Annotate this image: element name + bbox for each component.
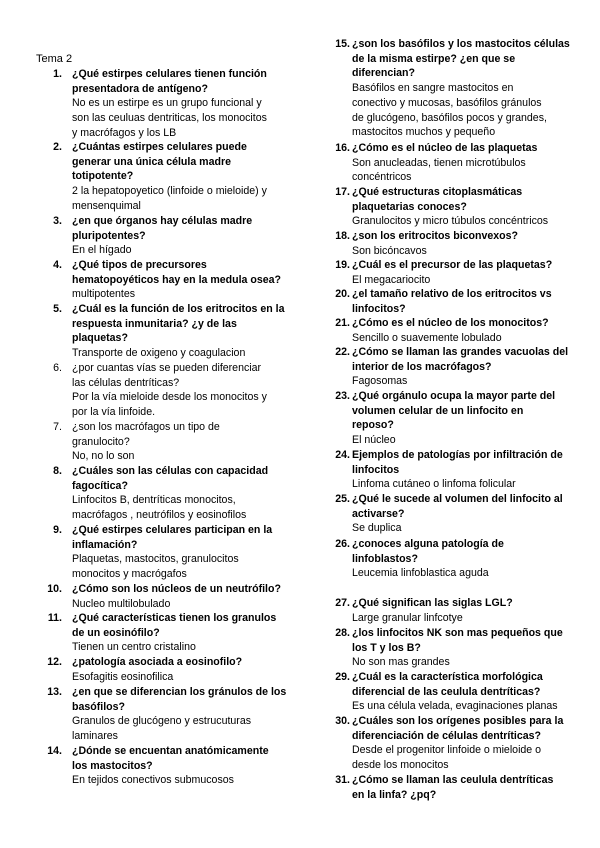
question-text: ¿Cómo se llaman las ceulula dentríticas en la linfa? ¿pq? — [352, 774, 554, 801]
question-number: 19. — [335, 259, 350, 271]
question-number: 30. — [335, 715, 350, 727]
question-text: Ejemplos de patologías por infiltración de linfocitos — [352, 449, 563, 476]
question-number: 20. — [335, 288, 350, 300]
question-number: 3. — [53, 215, 62, 227]
question-number: 7. — [53, 421, 62, 433]
question-text: ¿Qué significan las siglas LGL? — [352, 597, 513, 609]
answer-text: Se duplica — [352, 522, 402, 535]
answer-text: Por la vía mieloide desde los monocitos y por la vía linfoide. — [72, 391, 267, 419]
answer-text: Tienen un centro cristalino — [72, 641, 196, 654]
question-number: 29. — [335, 671, 350, 683]
document-title: Tema 2 — [36, 53, 73, 65]
answer-text: No es un estirpe es un grupo funcional y son las ceuluas dentriticas, los monocitos y macrófagos y los LB — [72, 97, 267, 139]
answer-text: Desde el progenitor linfoide o mieloide o desde los monocitos — [352, 744, 542, 772]
question-text: ¿son los basófilos y los mastocitos células de la misma estirpe? ¿en que se diferencian? — [352, 38, 570, 80]
answer-text: Nucleo multilobulado — [72, 597, 171, 610]
answer-text: 2 la hepatopoyetico (linfoide o mieloide) y mensenquimal — [72, 185, 267, 212]
question-text: ¿Qué estructuras citoplasmáticas plaquetarias conoces? — [352, 186, 523, 213]
question-text: ¿Qué orgánulo ocupa la mayor parte del volumen celular de un linfocito en reposo? — [352, 390, 556, 432]
answer-text: No, no lo son — [72, 450, 135, 463]
answer-text: Son anucleadas, tienen microtúbulos concéntricos — [352, 156, 526, 184]
question-number: 1. — [53, 68, 62, 80]
answer-text: En tejidos conectivos submucosos — [72, 774, 234, 787]
question-text: ¿en que se diferencian los gránulos de los basófilos? — [72, 686, 287, 713]
answer-text: Esofagitis eosinofilica — [72, 670, 174, 683]
question-text: ¿en que órganos hay células madre pluripotentes? — [72, 215, 253, 242]
answer-text: No son mas grandes — [352, 656, 450, 669]
question-number: 10. — [47, 583, 62, 595]
answer-text: El núcleo — [352, 434, 396, 447]
question-text: ¿patología asociada a eosinofilo? — [72, 656, 243, 668]
answer-text: Transporte de oxigeno y coagulacion — [72, 347, 246, 360]
question-text: ¿Cuál es el precursor de las plaquetas? — [352, 259, 553, 271]
question-number: 25. — [335, 493, 350, 505]
question-number: 16. — [335, 142, 350, 154]
question-number: 26. — [335, 538, 350, 550]
question-number: 6. — [53, 362, 62, 374]
question-text: ¿Cuáles son las células con capacidad fagocítica? — [72, 465, 269, 492]
question-number: 15. — [335, 38, 350, 50]
question-text: ¿Cuáles son los orígenes posibles para la diferenciación de células dentríticas? — [352, 715, 564, 742]
question-text: ¿Qué le sucede al volumen del linfocito al activarse? — [352, 493, 563, 520]
question-text: ¿Qué estirpes celulares participan en la inflamación? — [72, 524, 273, 551]
question-text: ¿Qué estirpes celulares tienen función presentadora de antígeno? — [72, 68, 267, 95]
question-text: ¿el tamaño relativo de los eritrocitos vs linfocitos? — [352, 288, 552, 315]
question-number: 9. — [53, 524, 62, 536]
answer-text: Granulos de glucógeno y estrucuturas laminares — [72, 715, 252, 743]
question-text: ¿Cuántas estirpes celulares puede generar una única célula madre totipotente? — [72, 141, 247, 183]
answer-text: Sencillo o suavemente lobulado — [352, 331, 502, 344]
answer-text: Large granular linfcotye — [352, 611, 463, 624]
question-number: 23. — [335, 390, 350, 402]
question-number: 8. — [53, 465, 62, 477]
answer-text: Son bicóncavos — [352, 244, 427, 257]
question-number: 2. — [53, 141, 62, 153]
question-number: 18. — [335, 230, 350, 242]
question-number: 12. — [47, 656, 62, 668]
question-text: ¿Cómo es el núcleo de los monocitos? — [352, 317, 549, 329]
question-text: ¿son los eritrocitos biconvexos? — [352, 230, 519, 242]
answer-text: Linfoma cutáneo o linfoma folicular — [352, 478, 516, 491]
question-text: ¿Dónde se encuentan anatómicamente los mastocitos? — [72, 745, 269, 772]
question-text: ¿por cuantas vías se pueden diferenciar las células dentríticas? — [72, 362, 262, 389]
question-text: ¿Qué características tienen los granulos de un eosinófilo? — [72, 612, 277, 639]
question-number: 24. — [335, 449, 350, 461]
answer-text: Granulocitos y micro túbulos concéntricos — [352, 215, 549, 228]
question-text: ¿conoces alguna patología de linfoblastos? — [352, 538, 504, 565]
question-number: 11. — [47, 612, 62, 624]
question-number: 31. — [335, 774, 350, 786]
question-number: 5. — [53, 303, 62, 315]
question-text: ¿Cuál es la característica morfológica diferencial de las ceulula dentríticas? — [352, 671, 543, 698]
question-number: 14. — [47, 745, 62, 757]
question-text: ¿Qué tipos de precursores hematopoyéticos hay en la medula osea? — [72, 259, 281, 286]
question-number: 28. — [335, 627, 350, 639]
question-text: ¿Cómo se llaman las grandes vacuolas del interior de los macrófagos? — [352, 346, 569, 373]
question-number: 27. — [335, 597, 350, 609]
question-text: ¿son los macrófagos un tipo de granulocito? — [72, 421, 220, 448]
question-number: 17. — [335, 186, 350, 198]
question-number: 4. — [53, 259, 62, 271]
answer-text: multipotentes — [72, 288, 136, 301]
question-text: ¿Cómo es el núcleo de las plaquetas — [352, 142, 538, 154]
answer-text: Basófilos en sangre mastocitos en conectivo y mucosas, basófilos gránulos de glucógeno, basófilos pocos y grandes, mastocitos muchos y pequeño — [352, 82, 547, 139]
answer-text: Fagosomas — [352, 375, 408, 388]
question-number: 22. — [335, 346, 350, 358]
question-number: 13. — [47, 686, 62, 698]
answer-text: El megacariocito — [352, 273, 431, 286]
question-text: ¿Cuál es la función de los eritrocitos en la respuesta inmunitaria? ¿y de las plaquetas? — [72, 303, 285, 345]
answer-text: Es una célula velada, evaginaciones planas — [352, 700, 558, 713]
question-number: 21. — [335, 317, 350, 329]
answer-text: En el hígado — [72, 244, 132, 257]
answer-text: Plaquetas, mastocitos, granulocitos monocitos y macrógafos — [72, 553, 239, 581]
answer-text: Leucemia linfoblastica aguda — [352, 567, 489, 580]
answer-text: Linfocitos B, dentríticas monocitos, macrófagos , neutrófilos y eosinofilos — [72, 494, 247, 522]
question-text: ¿los linfocitos NK son mas pequeños que los T y los B? — [352, 627, 563, 654]
question-text: ¿Cómo son los núcleos de un neutrófilo? — [72, 583, 281, 595]
